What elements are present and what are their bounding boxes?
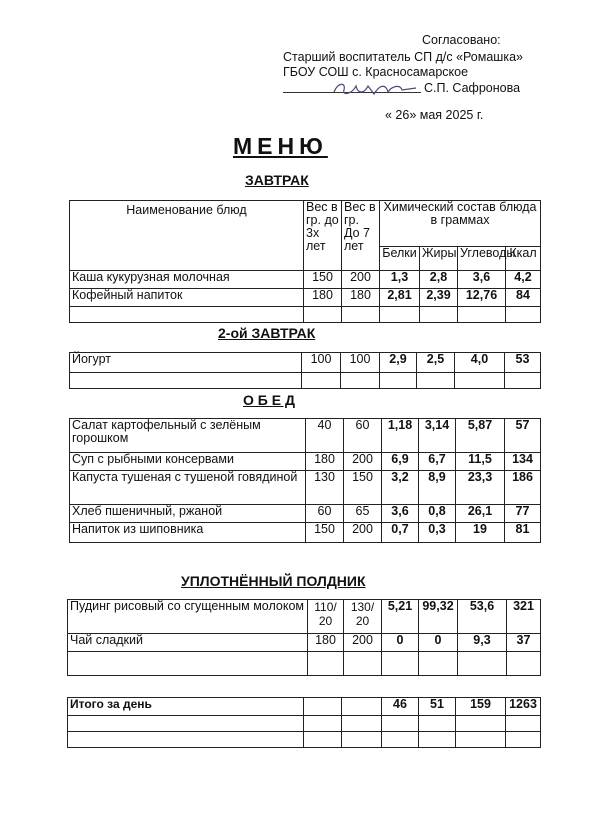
empty-row	[68, 732, 541, 748]
table-row	[70, 523, 541, 543]
second-breakfast-table	[69, 352, 541, 389]
empty-row	[68, 652, 541, 676]
table-row	[68, 634, 541, 652]
carbs: 11,5	[456, 453, 505, 471]
protein: 0,7	[382, 523, 419, 543]
carbs: 23,3	[456, 471, 505, 505]
fat: 0,3	[419, 523, 456, 543]
table-row	[70, 419, 541, 453]
dish-name: Пудинг рисовый со сгущенным молоком	[68, 600, 308, 634]
table-row	[68, 600, 541, 634]
approval-date: « 26» мая 2025 г.	[385, 108, 484, 122]
weight-7: 100	[341, 353, 380, 373]
header-fat: Жиры	[420, 247, 458, 271]
dish-name: Салат картофельный с зелёным горошком	[70, 419, 306, 453]
total-kcal: 1263	[506, 698, 541, 716]
kcal: 37	[507, 634, 541, 652]
weight-3: 100	[302, 353, 341, 373]
dish-name: Капуста тушеная с тушеной говядиной	[70, 471, 306, 505]
section-title-breakfast: ЗАВТРАК	[245, 172, 309, 188]
weight-3: 130	[306, 471, 344, 505]
protein: 1,3	[380, 271, 420, 289]
dish-name: Каша кукурузная молочная	[70, 271, 304, 289]
header-weight-7: Вес в гр. До 7 лет	[342, 201, 380, 271]
weight-3: 60	[306, 505, 344, 523]
kcal: 77	[505, 505, 541, 523]
total-carbs: 159	[456, 698, 506, 716]
fat: 2,8	[420, 271, 458, 289]
kcal: 4,2	[506, 271, 541, 289]
weight-7: 200	[342, 271, 380, 289]
weight-7: 150	[344, 471, 382, 505]
header-kcal: Ккал	[506, 247, 541, 271]
carbs: 53,6	[458, 600, 507, 634]
kcal: 57	[505, 419, 541, 453]
weight-3: 180	[308, 634, 344, 652]
dish-name: Напиток из шиповника	[70, 523, 306, 543]
kcal: 321	[507, 600, 541, 634]
snack-table	[67, 599, 541, 676]
approval-signer: С.П. Сафронова	[424, 81, 521, 95]
table-row	[70, 505, 541, 523]
weight-3: 180	[304, 289, 342, 307]
protein: 2,81	[380, 289, 420, 307]
header-dish-name: Наименование блюд	[70, 201, 304, 271]
header-carbs: Углеводы	[458, 247, 506, 271]
weight-7: 200	[344, 634, 382, 652]
table-row	[70, 353, 541, 373]
carbs: 3,6	[458, 271, 506, 289]
table-row	[70, 289, 541, 307]
kcal: 84	[506, 289, 541, 307]
weight-7: 130/ 20	[344, 600, 382, 634]
page-title: МЕНЮ	[233, 133, 328, 159]
table-row	[70, 471, 541, 505]
dish-name: Йогурт	[70, 353, 302, 373]
weight-3: 150	[306, 523, 344, 543]
total-label: Итого за день	[68, 698, 304, 716]
protein: 3,2	[382, 471, 419, 505]
weight-3: 150	[304, 271, 342, 289]
dish-name: Чай сладкий	[68, 634, 308, 652]
fat: 6,7	[419, 453, 456, 471]
weight-3: 180	[306, 453, 344, 471]
weight-3: 40	[306, 419, 344, 453]
weight-7: 200	[344, 523, 382, 543]
fat: 8,9	[419, 471, 456, 505]
table-row	[70, 271, 541, 289]
carbs: 5,87	[456, 419, 505, 453]
protein: 0	[382, 634, 419, 652]
carbs: 9,3	[458, 634, 507, 652]
dish-name: Хлеб пшеничный, ржаной	[70, 505, 306, 523]
fat: 2,39	[420, 289, 458, 307]
header-chem: Химический состав блюда в граммах	[380, 201, 541, 247]
fat: 0	[419, 634, 458, 652]
empty-row	[70, 307, 541, 323]
section-title-second-breakfast: 2-ой ЗАВТРАК	[218, 325, 316, 341]
table-row	[70, 453, 541, 471]
section-title-snack: УПЛОТНЁННЫЙ ПОЛДНИК	[181, 573, 366, 589]
weight-7: 200	[344, 453, 382, 471]
dish-name: Суп с рыбными консервами	[70, 453, 306, 471]
weight-7: 65	[344, 505, 382, 523]
protein: 2,9	[380, 353, 417, 373]
carbs: 12,76	[458, 289, 506, 307]
weight-3: 110/ 20	[308, 600, 344, 634]
fat: 2,5	[417, 353, 455, 373]
kcal: 81	[505, 523, 541, 543]
empty-row	[68, 716, 541, 732]
fat: 99,32	[419, 600, 458, 634]
handwritten-signature	[330, 76, 420, 100]
protein: 5,21	[382, 600, 419, 634]
lunch-table	[69, 418, 541, 543]
protein: 3,6	[382, 505, 419, 523]
kcal: 134	[505, 453, 541, 471]
carbs: 4,0	[455, 353, 505, 373]
kcal: 53	[505, 353, 541, 373]
breakfast-table	[69, 200, 541, 323]
protein: 6,9	[382, 453, 419, 471]
header-weight-3: Вес в гр. до 3х лет	[304, 201, 342, 271]
table-row	[68, 698, 541, 716]
carbs: 19	[456, 523, 505, 543]
approval-agreed: Согласовано:	[422, 33, 501, 47]
fat: 3,14	[419, 419, 456, 453]
fat: 0,8	[419, 505, 456, 523]
total-protein: 46	[382, 698, 419, 716]
protein: 1,18	[382, 419, 419, 453]
total-table	[67, 697, 541, 748]
approval-position: Старший воспитатель СП д/с «Ромашка»	[283, 50, 523, 64]
empty-row	[70, 373, 541, 389]
total-fat: 51	[419, 698, 456, 716]
kcal: 186	[505, 471, 541, 505]
carbs: 26,1	[456, 505, 505, 523]
dish-name: Кофейный напиток	[70, 289, 304, 307]
header-protein: Белки	[380, 247, 420, 271]
section-title-lunch: О Б Е Д	[243, 392, 295, 408]
weight-7: 180	[342, 289, 380, 307]
weight-7: 60	[344, 419, 382, 453]
approval-school: ГБОУ СОШ с. Красносамарское	[283, 65, 469, 79]
